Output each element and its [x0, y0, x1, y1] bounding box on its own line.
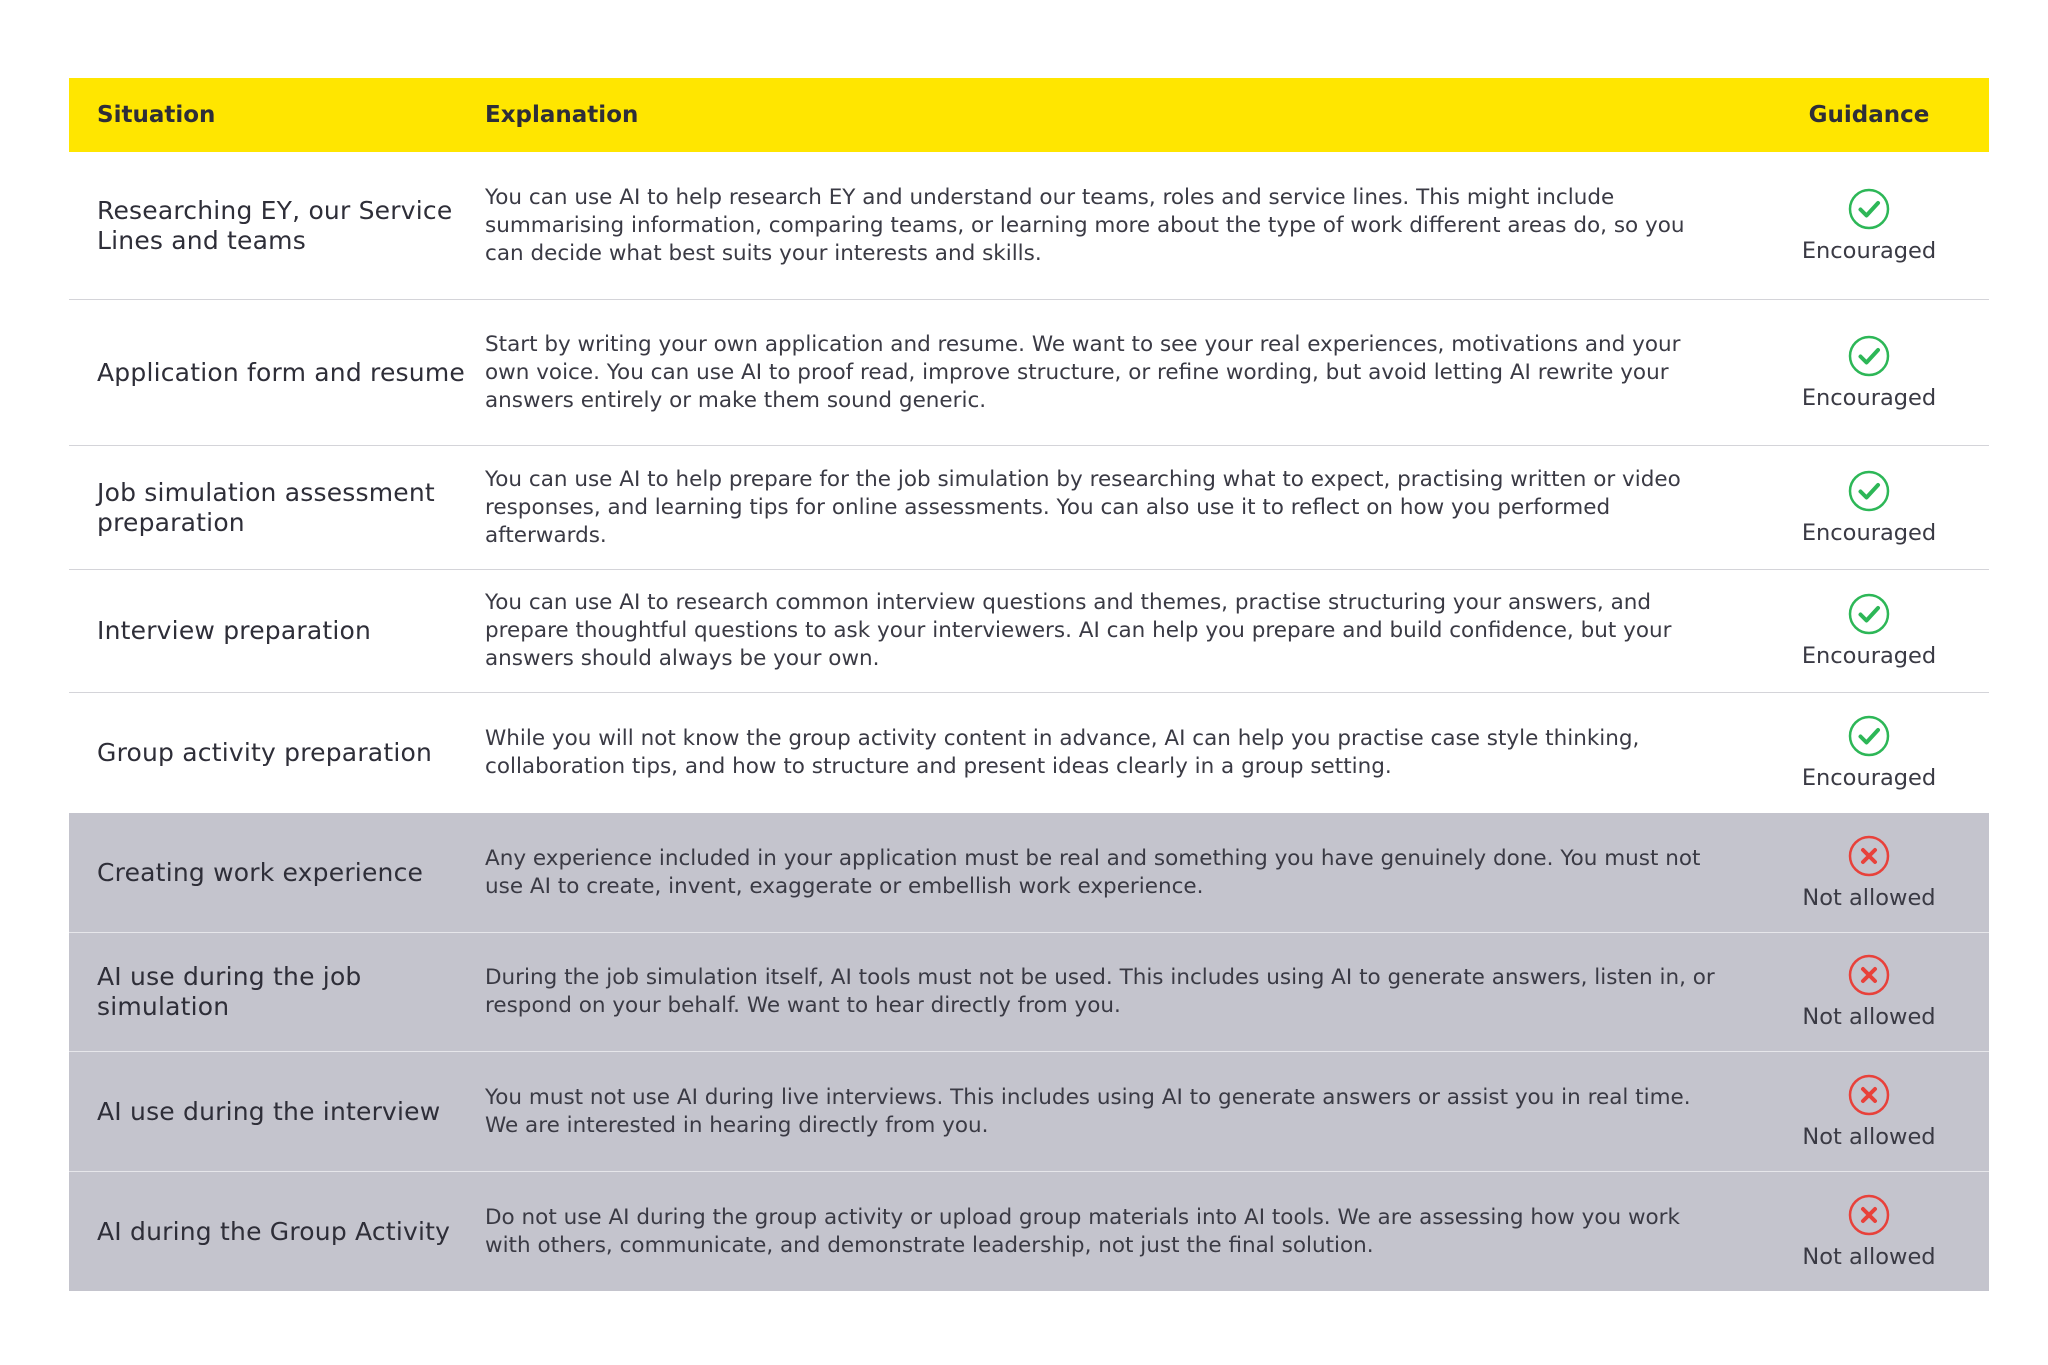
- situation-cell: AI use during the interview: [97, 1096, 441, 1126]
- check-circle-icon: [1848, 335, 1890, 377]
- guidance-label: Encouraged: [1801, 765, 1937, 791]
- explanation-cell: Any experience included in your application must be real and something you have genuinely done. You must not use AI to create, invent, exaggerate or embellish work experience.: [485, 845, 1701, 899]
- guidance-cell: [1749, 335, 1989, 411]
- explanation-cell: You can use AI to help prepare for the job simulation by researching what to expect, practising written or video responses, and learning tips for online assessments. You can also use it to reflect on how you performed afterwards.: [485, 466, 1681, 548]
- guidance-label: Not allowed: [1802, 884, 1936, 911]
- check-circle-icon: [1848, 470, 1890, 512]
- guidance-label: Encouraged: [1801, 519, 1937, 546]
- situation-cell: AI use during the job simulation: [97, 962, 362, 1021]
- header-explanation: Explanation: [485, 102, 639, 128]
- cross-circle-icon: [1848, 1194, 1890, 1236]
- check-circle-icon: [1848, 188, 1890, 230]
- table-header: [69, 78, 1989, 152]
- guidance-cell: [1749, 1194, 1989, 1270]
- guidance-label: Not allowed: [1802, 1004, 1936, 1030]
- guidance-label: Encouraged: [1801, 643, 1937, 669]
- situation-cell: Researching EY, our Service Lines and teams: [97, 195, 453, 255]
- table-row: [69, 693, 1989, 813]
- table-row: [69, 1052, 1989, 1172]
- guidance-cell: [1749, 715, 1989, 791]
- situation-cell: AI during the Group Activity: [97, 1216, 451, 1246]
- guidance-cell: [1749, 1074, 1989, 1150]
- explanation-cell: You must not use AI during live interviews. This includes using AI to generate answers or assist you in real time. We are interested in hearing directly from you.: [485, 1084, 1691, 1138]
- table-row: [69, 446, 1989, 570]
- table-row: [69, 1172, 1989, 1291]
- situation-cell: Interview preparation: [97, 616, 372, 645]
- table-row: [69, 813, 1989, 933]
- situation-cell: Group activity preparation: [97, 738, 433, 767]
- guidance-label: Not allowed: [1802, 1243, 1936, 1270]
- guidance-cell: [1749, 470, 1989, 546]
- explanation-cell: While you will not know the group activity content in advance, AI can help you practise case style thinking, collaboration tips, and how to structure and present ideas clearly in a group setting.: [485, 726, 1640, 779]
- situation-cell: Job simulation assessment preparation: [97, 477, 435, 537]
- header-situation: Situation: [97, 102, 216, 128]
- guidance-label: Encouraged: [1801, 384, 1937, 411]
- cross-circle-icon: [1848, 1074, 1890, 1116]
- explanation-cell: Start by writing your own application and resume. We want to see your real experiences, motivations and your own voice. You can use AI to proof read, improve structure, or refine wording, but avoid letting AI rewrite your answers entirely or make them sound generic.: [485, 331, 1681, 413]
- explanation-cell: During the job simulation itself, AI tools must not be used. This includes using AI to generate answers, listen in, or respond on your behalf. We want to hear directly from you.: [485, 965, 1715, 1018]
- guidance-table: [69, 78, 1989, 1291]
- table-row: [69, 570, 1989, 693]
- table-row: [69, 300, 1989, 446]
- guidance-cell: [1749, 593, 1989, 669]
- guidance-label: Not allowed: [1802, 1123, 1936, 1150]
- table-row: [69, 933, 1989, 1052]
- cross-circle-icon: [1848, 954, 1890, 996]
- guidance-label: Encouraged: [1801, 237, 1937, 264]
- guidance-cell: [1749, 188, 1989, 264]
- check-circle-icon: [1848, 715, 1890, 757]
- header-guidance: Guidance: [1808, 102, 1930, 128]
- situation-cell: Creating work experience: [97, 857, 424, 887]
- explanation-cell: Do not use AI during the group activity or upload group materials into AI tools. We are assessing how you work with others, communicate, and demonstrate leadership, not just the final solution.: [485, 1204, 1680, 1258]
- guidance-cell: [1749, 954, 1989, 1030]
- explanation-cell: You can use AI to help research EY and understand our teams, roles and service lines. This might include summarising information, comparing teams, or learning more about the type of work different areas do, so you can decide what best suits your interests and skills.: [485, 184, 1685, 266]
- cross-circle-icon: [1848, 835, 1890, 877]
- table-row: [69, 152, 1989, 300]
- guidance-cell: [1749, 835, 1989, 911]
- explanation-cell: You can use AI to research common interview questions and themes, practise structuring your answers, and prepare thoughtful questions to ask your interviewers. AI can help you prepare and build confidence, but your answers should always be your own.: [485, 590, 1672, 671]
- check-circle-icon: [1848, 593, 1890, 635]
- situation-cell: Application form and resume: [97, 357, 465, 387]
